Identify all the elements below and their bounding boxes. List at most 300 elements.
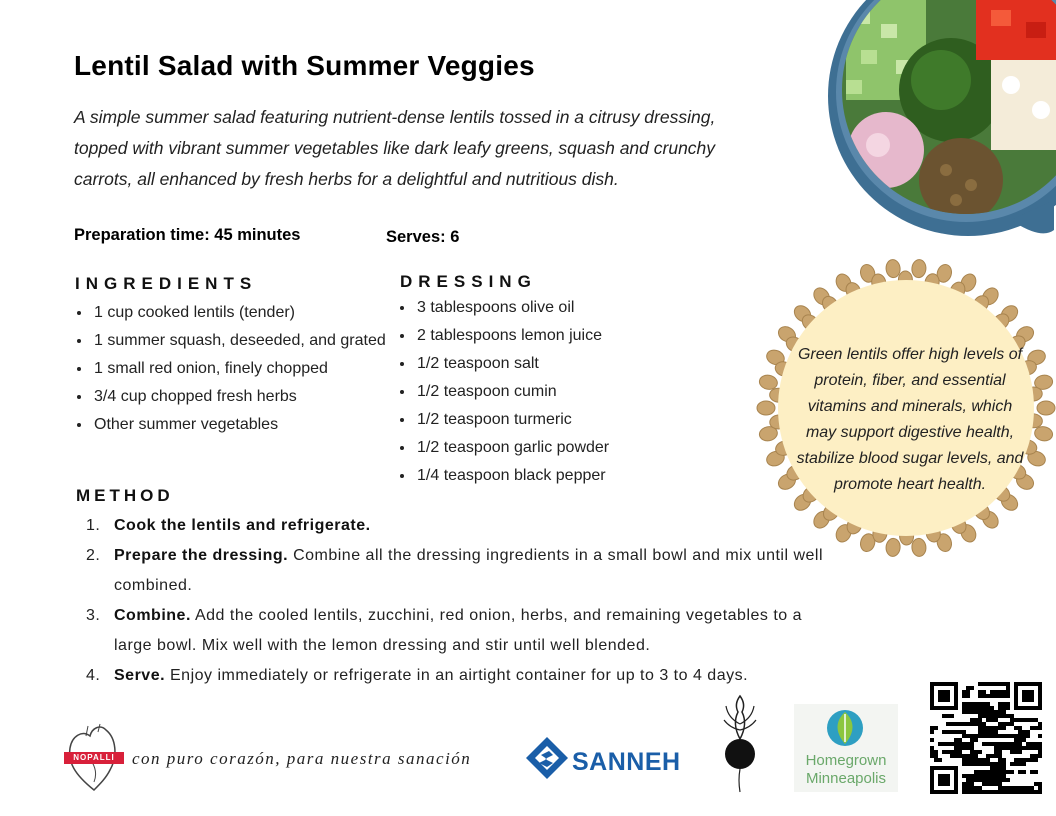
- qr-module: [974, 754, 978, 758]
- qr-module: [986, 718, 990, 722]
- qr-module: [998, 782, 1002, 786]
- qr-module: [974, 786, 978, 790]
- qr-module: [1030, 770, 1034, 774]
- qr-module: [974, 722, 978, 726]
- qr-module: [986, 790, 990, 794]
- qr-module: [962, 706, 966, 710]
- qr-module: [982, 790, 986, 794]
- qr-module: [938, 774, 950, 786]
- qr-module: [930, 706, 958, 710]
- qr-module: [966, 774, 970, 778]
- qr-module: [930, 750, 934, 754]
- qr-module: [962, 730, 966, 734]
- homegrown-leaf-icon: [820, 708, 870, 748]
- ingredients-list: [74, 299, 386, 439]
- qr-module: [998, 742, 1002, 746]
- qr-module: [1014, 706, 1042, 710]
- qr-module: [962, 786, 966, 790]
- qr-module: [978, 750, 982, 754]
- qr-module: [998, 762, 1002, 766]
- step-number: 1.: [86, 517, 101, 534]
- qr-module: [1002, 726, 1006, 730]
- qr-module: [978, 762, 982, 766]
- qr-module: [982, 706, 986, 710]
- qr-module: [1002, 734, 1006, 738]
- qr-module: [1022, 758, 1026, 762]
- qr-module: [954, 730, 958, 734]
- qr-module: [962, 762, 966, 766]
- qr-module: [978, 790, 982, 794]
- qr-module: [966, 710, 970, 714]
- qr-module: [1030, 786, 1034, 790]
- qr-module: [1002, 706, 1006, 710]
- qr-module: [990, 766, 994, 770]
- qr-module: [950, 742, 954, 746]
- radish-illustration: [718, 694, 762, 794]
- qr-module: [974, 734, 978, 738]
- qr-module: [982, 690, 986, 694]
- qr-module: [1018, 786, 1022, 790]
- qr-module: [946, 742, 950, 746]
- qr-module: [1006, 742, 1010, 746]
- qr-module: [974, 774, 978, 778]
- qr-module: [966, 690, 970, 694]
- qr-module: [954, 750, 958, 754]
- qr-module: [994, 730, 998, 734]
- qr-module: [974, 706, 978, 710]
- qr-module: [970, 746, 974, 750]
- qr-module: [1014, 762, 1018, 766]
- qr-module: [982, 682, 986, 686]
- sanneh-logo-text: SANNEH: [572, 748, 681, 776]
- qr-module: [966, 746, 970, 750]
- qr-module: [982, 722, 986, 726]
- qr-module: [1022, 746, 1026, 750]
- qr-module: [998, 702, 1002, 706]
- qr-module: [986, 706, 990, 710]
- qr-module: [1002, 790, 1006, 794]
- qr-module: [978, 734, 982, 738]
- list-item: • 3 tablespoons olive oil: [415, 294, 609, 322]
- qr-module: [966, 742, 970, 746]
- qr-module: [1026, 758, 1030, 762]
- qr-module: [974, 770, 978, 774]
- qr-module: [986, 682, 990, 686]
- qr-module: [990, 770, 994, 774]
- qr-module: [1010, 714, 1014, 718]
- qr-module: [1018, 746, 1022, 750]
- qr-module: [998, 766, 1002, 770]
- qr-module: [962, 694, 966, 698]
- qr-module: [1014, 738, 1018, 742]
- qr-module: [970, 782, 974, 786]
- qr-module: [1002, 762, 1006, 766]
- qr-module: [950, 754, 954, 758]
- qr-module: [970, 722, 974, 726]
- qr-module: [962, 710, 966, 714]
- step-title: Combine.: [114, 607, 191, 624]
- qr-module: [1002, 690, 1006, 694]
- qr-module: [970, 754, 974, 758]
- qr-module: [946, 722, 950, 726]
- qr-module: [1006, 786, 1010, 790]
- qr-module: [950, 722, 954, 726]
- qr-module: [994, 762, 998, 766]
- qr-module: [970, 738, 974, 742]
- qr-module: [966, 706, 970, 710]
- qr-module: [1038, 786, 1042, 790]
- qr-module: [970, 762, 974, 766]
- qr-module: [1002, 746, 1006, 750]
- qr-module: [994, 734, 998, 738]
- qr-module: [986, 778, 990, 782]
- qr-module: [978, 706, 982, 710]
- step-number: 3.: [86, 607, 101, 624]
- qr-module: [970, 706, 974, 710]
- qr-module: [990, 682, 994, 686]
- qr-module: [990, 774, 994, 778]
- qr-module: [1038, 726, 1042, 730]
- qr-module: [958, 742, 962, 746]
- qr-module: [1002, 786, 1006, 790]
- qr-module: [1034, 770, 1038, 774]
- list-item: • 3/4 cup chopped fresh herbs: [92, 383, 386, 411]
- qr-module: [930, 754, 934, 758]
- qr-module: [1014, 746, 1018, 750]
- qr-module: [946, 714, 950, 718]
- qr-module: [1018, 734, 1022, 738]
- qr-module: [974, 750, 978, 754]
- qr-module: [1002, 766, 1006, 770]
- step-title: Cook the lentils and refrigerate.: [114, 517, 371, 534]
- qr-module: [994, 778, 998, 782]
- step-text: Combine all the dressing ingredients in a small bowl and mix until well combined.: [114, 547, 824, 594]
- list-item: • 1 cup cooked lentils (tender): [92, 299, 386, 327]
- list-item: • Other summer vegetables: [92, 411, 386, 439]
- qr-module: [978, 718, 982, 722]
- qr-module: [994, 770, 998, 774]
- qr-module: [930, 746, 934, 750]
- qr-module: [938, 758, 942, 762]
- qr-module: [998, 750, 1002, 754]
- qr-module: [958, 722, 962, 726]
- qr-module: [1006, 722, 1010, 726]
- qr-module: [1022, 770, 1026, 774]
- method-step: [86, 661, 834, 691]
- qr-module: [978, 726, 982, 730]
- qr-module: [998, 774, 1002, 778]
- qr-module: [966, 722, 970, 726]
- qr-module: [1030, 742, 1034, 746]
- qr-module: [978, 702, 982, 706]
- qr-module: [950, 730, 954, 734]
- qr-module: [978, 710, 982, 714]
- sanneh-logo-icon: [525, 736, 569, 780]
- qr-module: [966, 790, 970, 794]
- qr-module: [990, 762, 994, 766]
- qr-module: [994, 766, 998, 770]
- list-item: • 1 summer squash, deseeded, and grated: [92, 327, 386, 355]
- qr-module: [966, 778, 970, 782]
- qr-module: [1018, 750, 1022, 754]
- qr-module: [1002, 714, 1006, 718]
- nopalli-logo-text: NOPALLI: [73, 753, 115, 762]
- qr-module: [934, 754, 938, 758]
- lentil-decoration: [1037, 401, 1055, 415]
- qr-module: [1006, 702, 1010, 706]
- qr-module: [970, 686, 974, 690]
- qr-module: [982, 702, 986, 706]
- qr-module: [994, 746, 998, 750]
- qr-module: [1034, 782, 1038, 786]
- qr-module: [1026, 718, 1030, 722]
- qr-module: [1006, 690, 1010, 694]
- qr-module: [1034, 718, 1038, 722]
- method-steps: [86, 511, 834, 691]
- qr-module: [1022, 718, 1026, 722]
- qr-module: [970, 710, 974, 714]
- qr-module: [966, 782, 970, 786]
- qr-module: [930, 730, 934, 734]
- qr-module: [990, 790, 994, 794]
- qr-module: [1006, 682, 1010, 686]
- qr-module: [978, 694, 982, 698]
- qr-module: [1034, 726, 1038, 730]
- method-step: [86, 541, 834, 601]
- qr-module: [1038, 722, 1042, 726]
- qr-module: [978, 770, 982, 774]
- prep-time: Preparation time: 45 minutes: [74, 226, 301, 244]
- qr-module: [990, 782, 994, 786]
- qr-module: [1022, 690, 1034, 702]
- qr-module: [998, 778, 1002, 782]
- qr-module: [978, 778, 982, 782]
- qr-module: [970, 750, 974, 754]
- qr-module: [982, 734, 986, 738]
- qr-module: [986, 714, 990, 718]
- qr-module: [950, 750, 954, 754]
- qr-module: [942, 714, 946, 718]
- qr-module: [990, 714, 994, 718]
- qr-code-image[interactable]: [930, 682, 1042, 794]
- qr-module: [998, 710, 1002, 714]
- qr-module: [978, 722, 982, 726]
- qr-module: [1006, 770, 1010, 774]
- qr-module: [990, 778, 994, 782]
- qr-module: [1014, 786, 1018, 790]
- qr-module: [1014, 726, 1018, 730]
- qr-module: [962, 758, 966, 762]
- qr-module: [974, 710, 978, 714]
- qr-module: [1022, 762, 1026, 766]
- qr-module: [998, 754, 1002, 758]
- tagline: con puro corazón, para nuestra sanación: [132, 749, 472, 768]
- qr-module: [1030, 718, 1034, 722]
- qr-module: [994, 750, 998, 754]
- step-number: 4.: [86, 667, 101, 684]
- qr-module: [986, 710, 990, 714]
- qr-module: [1038, 682, 1042, 710]
- qr-module: [954, 682, 958, 710]
- qr-module: [1014, 734, 1018, 738]
- qr-module: [1038, 734, 1042, 738]
- qr-module: [930, 682, 934, 710]
- qr-module: [1038, 782, 1042, 786]
- qr-module: [1030, 754, 1034, 758]
- step-text: Add the cooled lentils, zucchini, red onion, herbs, and remaining vegetables to a large bowl. Mix well with the lemon dressing and stir until well blended.: [114, 607, 803, 654]
- qr-module: [1002, 758, 1006, 762]
- qr-module: [998, 770, 1002, 774]
- homegrown-line1: Homegrown: [805, 752, 887, 769]
- qr-module: [1002, 774, 1006, 778]
- qr-module: [1022, 738, 1026, 742]
- qr-module: [982, 710, 986, 714]
- lentil-decoration: [911, 259, 927, 278]
- qr-module: [1006, 734, 1010, 738]
- qr-module: [1002, 682, 1006, 686]
- qr-module: [974, 762, 978, 766]
- qr-module: [1030, 746, 1034, 750]
- qr-module: [998, 682, 1002, 686]
- qr-module: [954, 746, 958, 750]
- dressing-heading: DRESSING: [400, 272, 537, 291]
- qr-module: [990, 690, 994, 694]
- qr-module: [982, 770, 986, 774]
- qr-module: [958, 746, 962, 750]
- qr-module: [994, 726, 998, 730]
- qr-module: [966, 754, 970, 758]
- qr-module: [990, 706, 994, 710]
- qr-module: [930, 726, 934, 730]
- qr-module: [1026, 730, 1030, 734]
- qr-module: [1010, 790, 1014, 794]
- qr-module: [986, 754, 990, 758]
- qr-module: [1022, 730, 1026, 734]
- qr-module: [930, 682, 958, 686]
- qr-module: [962, 742, 966, 746]
- qr-module: [1002, 722, 1006, 726]
- qr-module: [970, 734, 974, 738]
- qr-module: [998, 746, 1002, 750]
- qr-module: [998, 690, 1002, 694]
- qr-module: [986, 774, 990, 778]
- qr-module: [954, 754, 958, 758]
- step-title: Serve.: [114, 667, 166, 684]
- qr-module: [966, 762, 970, 766]
- qr-module: [958, 730, 962, 734]
- qr-module: [970, 786, 974, 790]
- qr-module: [970, 790, 974, 794]
- qr-module: [1018, 762, 1022, 766]
- qr-module: [966, 702, 970, 706]
- qr-module: [998, 758, 1002, 762]
- qr-module: [998, 722, 1002, 726]
- qr-module: [1018, 742, 1022, 746]
- qr-module: [930, 790, 958, 794]
- qr-module: [1026, 746, 1030, 750]
- qr-module: [990, 754, 994, 758]
- list-item: • 1/2 teaspoon salt: [415, 350, 609, 378]
- qr-module: [1006, 694, 1010, 698]
- serves: Serves: 6: [386, 228, 460, 246]
- qr-module: [930, 738, 934, 742]
- qr-module: [1006, 778, 1010, 782]
- qr-module: [958, 738, 962, 742]
- qr-module: [994, 742, 998, 746]
- method-step: [86, 601, 834, 661]
- qr-module: [974, 718, 978, 722]
- qr-module: [966, 758, 970, 762]
- list-item: • 2 tablespoons lemon juice: [415, 322, 609, 350]
- qr-module: [934, 758, 938, 762]
- qr-module: [1030, 726, 1034, 730]
- qr-module: [938, 690, 950, 702]
- qr-module: [966, 734, 970, 738]
- salad-bowl-image: [826, 0, 1056, 248]
- qr-module: [1006, 714, 1010, 718]
- dressing-list: [397, 294, 609, 490]
- qr-module: [1038, 746, 1042, 750]
- list-item: • 1/4 teaspoon black pepper: [415, 462, 609, 490]
- qr-module: [942, 730, 946, 734]
- step-text: Enjoy immediately or refrigerate in an airtight container for up to 3 to 4 days.: [165, 667, 749, 684]
- qr-module: [986, 770, 990, 774]
- qr-module: [962, 702, 966, 706]
- qr-module: [954, 722, 958, 726]
- qr-module: [1006, 790, 1010, 794]
- qr-module: [978, 690, 982, 694]
- qr-module: [962, 754, 966, 758]
- qr-module: [962, 722, 966, 726]
- qr-module: [1014, 750, 1018, 754]
- qr-module: [1006, 746, 1010, 750]
- qr-module: [1002, 702, 1006, 706]
- lentil-decoration: [885, 538, 901, 557]
- qr-module: [994, 714, 998, 718]
- qr-module: [1018, 758, 1022, 762]
- homegrown-line2: Minneapolis: [805, 770, 887, 787]
- qr-module: [1010, 786, 1014, 790]
- qr-module: [1006, 686, 1010, 690]
- qr-module: [1034, 754, 1038, 758]
- qr-module: [994, 718, 998, 722]
- qr-module: [950, 714, 954, 718]
- qr-module: [1010, 750, 1014, 754]
- qr-module: [978, 774, 982, 778]
- step-title: Prepare the dressing.: [114, 547, 289, 564]
- list-item: • 1 small red onion, finely chopped: [92, 355, 386, 383]
- list-item: • 1/2 teaspoon garlic powder: [415, 434, 609, 462]
- qr-module: [986, 734, 990, 738]
- qr-module: [1014, 758, 1018, 762]
- qr-module: [986, 730, 990, 734]
- qr-module: [982, 758, 986, 762]
- qr-module: [1010, 722, 1014, 726]
- ingredients-heading: INGREDIENTS: [75, 274, 258, 293]
- qr-module: [934, 726, 938, 730]
- qr-module: [1010, 742, 1014, 746]
- page-title: Lentil Salad with Summer Veggies: [74, 50, 535, 81]
- qr-module: [970, 718, 974, 722]
- lentil-decoration: [757, 401, 775, 415]
- qr-module: [958, 750, 962, 754]
- qr-module: [966, 786, 970, 790]
- qr-module: [1030, 790, 1034, 794]
- qr-module: [982, 694, 986, 698]
- qr-module: [998, 726, 1002, 730]
- qr-module: [1022, 734, 1026, 738]
- qr-module: [990, 742, 994, 746]
